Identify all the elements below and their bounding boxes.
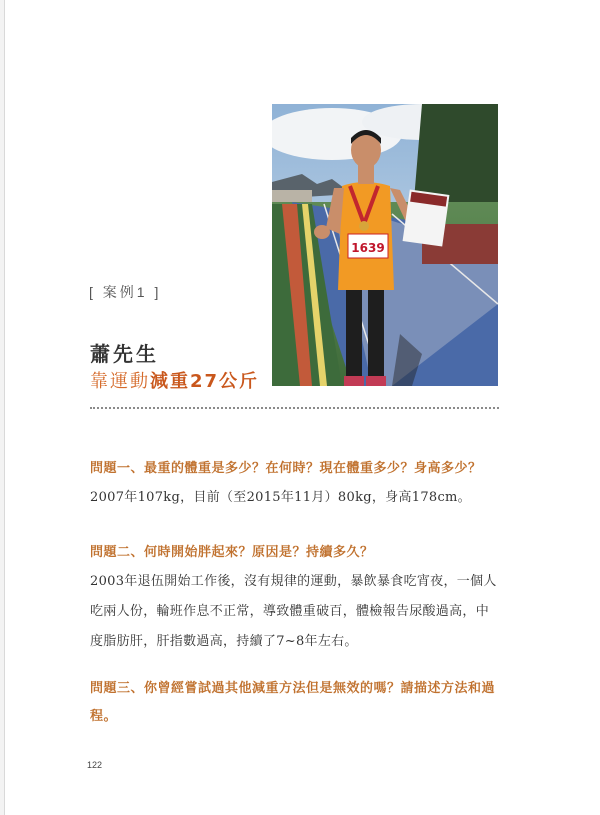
person-name: 蕭先生 [90,342,159,366]
answer-2-line-2: 吃兩人份，輪班作息不正常，導致體重破百，體檢報告尿酸過高，中 [90,604,490,619]
headline-emphasis: 減重27公斤 [150,371,260,392]
runner-photo [272,104,498,386]
question-3-line-1: 問題三、你曾經嘗試過其他減重方法但是無效的嗎？請描述方法和過 [90,681,496,696]
qa-block-1 [90,455,510,513]
question-3-line-2: 程。 [90,709,118,724]
section-divider [90,407,499,409]
question-2: 問題二、何時開始胖起來？原因是？持續多久？ [90,545,374,560]
answer-1-line-1: 2007年107kg，目前（至2015年11月）80kg，身高178cm。 [90,490,471,505]
answer-2-line-3: 度脂肪肝，肝指數過高，持續了7~8年左右。 [90,634,358,649]
case-headline [90,367,259,393]
page-number: 122 [87,760,103,770]
book-page [4,0,600,815]
case-label: [ 案例1 ] [89,284,162,300]
answer-2-line-1: 2003年退伍開始工作後，沒有規律的運動，暴飲暴食吃宵夜，一個人 [90,574,497,589]
runner-photo-illustration [272,104,498,386]
qa-block-3 [90,675,510,731]
question-1: 問題一、最重的體重是多少？在何時？現在體重多少？身高多少？ [90,461,482,476]
qa-block-2 [90,539,510,657]
headline-prefix: 靠運動 [90,371,150,392]
bib-number: 1639 [351,241,385,255]
